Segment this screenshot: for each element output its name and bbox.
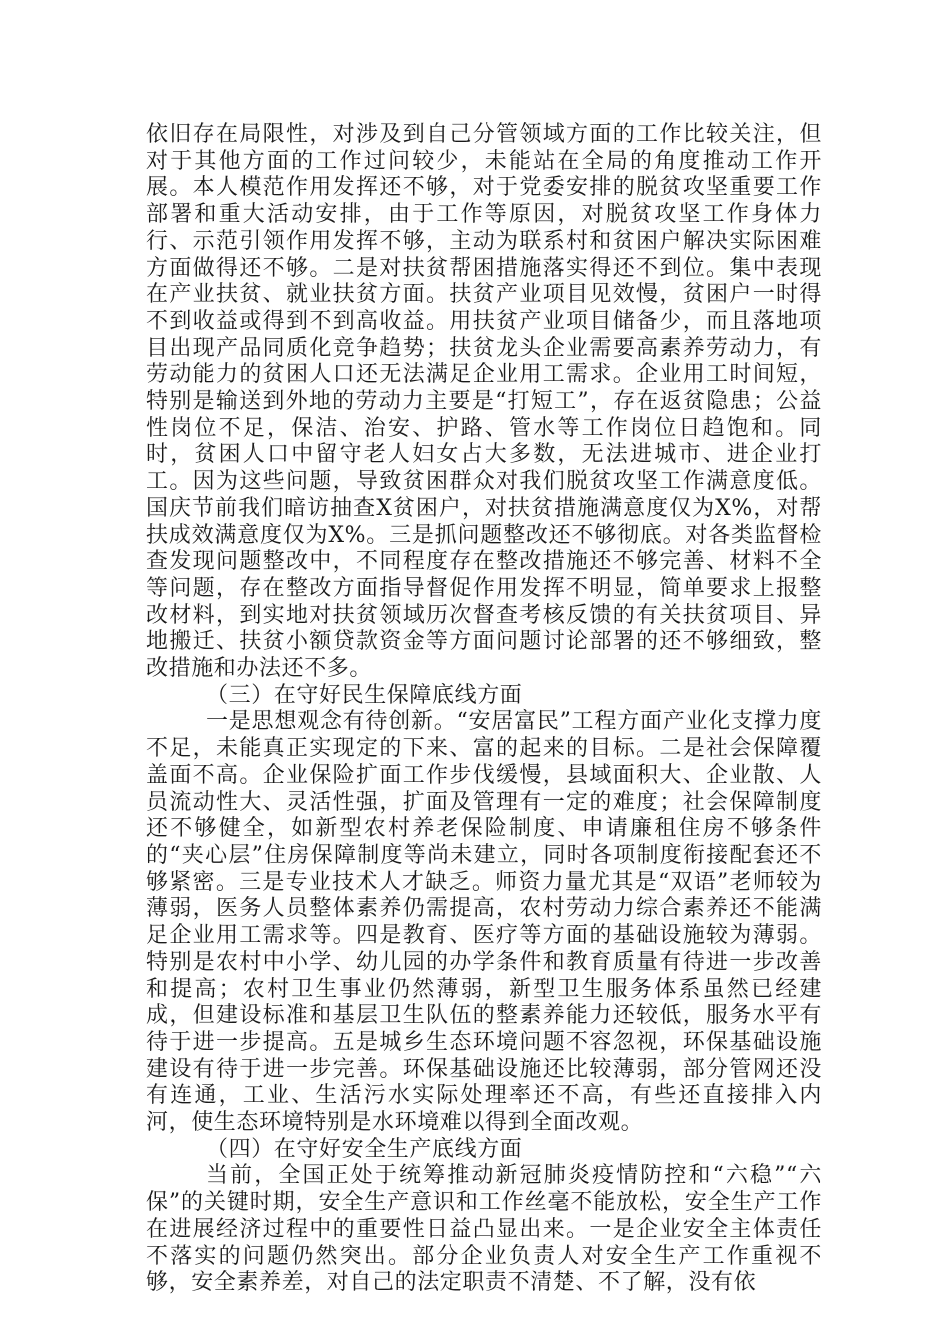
body-paragraph-3: 当前，全国正处于统筹推动新冠肺炎疫情防控和“六稳”“六保”的关键时期，安全生产意识和工作丝毫不能放松，安全生产工作在进展经济过程中的重要性日益凸显出来。一是企业安全主体责任不落实的问题仍然突出。部分企业负责人对安全生产工作重视不够，安全素养差，对自己的法定职责不清楚、不了解，没有依	[146, 1163, 822, 1296]
document-page	[146, 122, 822, 1297]
section-heading-3: （三）在守好民生保障底线方面	[206, 682, 523, 708]
body-paragraph-2: 一是思想观念有待创新。“安居富民”工程方面产业化支撑力度不足，未能真正实现定的下来、富的起来的目标。二是社会保障覆盖面不高。企业保险扩面工作步伐缓慢，县域面积大、企业散、人员流动性大、灵活性强，扩面及管理有一定的难度；社会保障制度还不够健全，如新型农村养老保险制度、申请廉租住房不够条件的“夹心层”住房保障制度等尚未建立，同时各项制度衔接配套还不够紧密。三是专业技术人才缺乏。师资力量尤其是“双语”老师较为薄弱，医务人员整体素养仍需提高，农村劳动力综合素养还不能满足企业用工需求等。四是教育、医疗等方面的基础设施较为薄弱。特别是农村中小学、幼儿园的办学条件和教育质量有待进一步改善和提高；农村卫生事业仍然薄弱，新型卫生服务体系虽然已经建成，但建设标准和基层卫生队伍的整素养能力还较低，服务水平有待于进一步提高。五是城乡生态环境问题不容忽视，环保基础设施建设有待于进一步完善。环保基础设施还比较薄弱，部分管网还没有连通，工业、生活污水实际处理率还不高，有些还直接排入内河，使生态环境特别是水环境难以得到全面改观。	[146, 709, 822, 1136]
body-paragraph-1: 依旧存在局限性，对涉及到自己分管领域方面的工作比较关注，但对于其他方面的工作过问较少，未能站在全局的角度推动工作开展。本人模范作用发挥还不够，对于党委安排的脱贫攻坚重要工作部署和重大活动安排，由于工作等原因，对脱贫攻坚工作身体力行、示范引领作用发挥不够，主动为联系村和贫困户解决实际困难方面做得还不够。二是对扶贫帮困措施落实得还不到位。集中表现在产业扶贫、就业扶贫方面。扶贫产业项目见效慢，贫困户一时得不到收益或得到不到高收益。用扶贫产业项目储备少，而且落地项目出现产品同质化竞争趋势；扶贫龙头企业需要高素养劳动力，有劳动能力的贫困人口还无法满足企业用工需求。企业用工时间短，特别是输送到外地的劳动力主要是“打短工”，存在返贫隐患；公益性岗位不足，保洁、治安、护路、管水等工作岗位日趋饱和。同时，贫困人口中留守老人妇女占大多数，无法进城市、进企业打工。因为这些问题，导致贫困群众对我们脱贫攻坚工作满意度低。国庆节前我们暗访抽查X贫困户，对扶贫措施满意度仅为X%，对帮扶成效满意度仅为X%。三是抓问题整改还不够彻底。对各类监督检查发现问题整改中，不同程度存在整改措施还不够完善、材料不全等问题，存在整改方面指导督促作用发挥不明显，简单要求上报整改材料，到实地对扶贫领域历次督查考核反馈的有关扶贫项目、异地搬迁、扶贫小额贷款资金等方面问题讨论部署的还不够细致，整改措施和办法还不多。	[146, 122, 822, 682]
section-heading-4: （四）在守好安全生产底线方面	[206, 1136, 523, 1162]
